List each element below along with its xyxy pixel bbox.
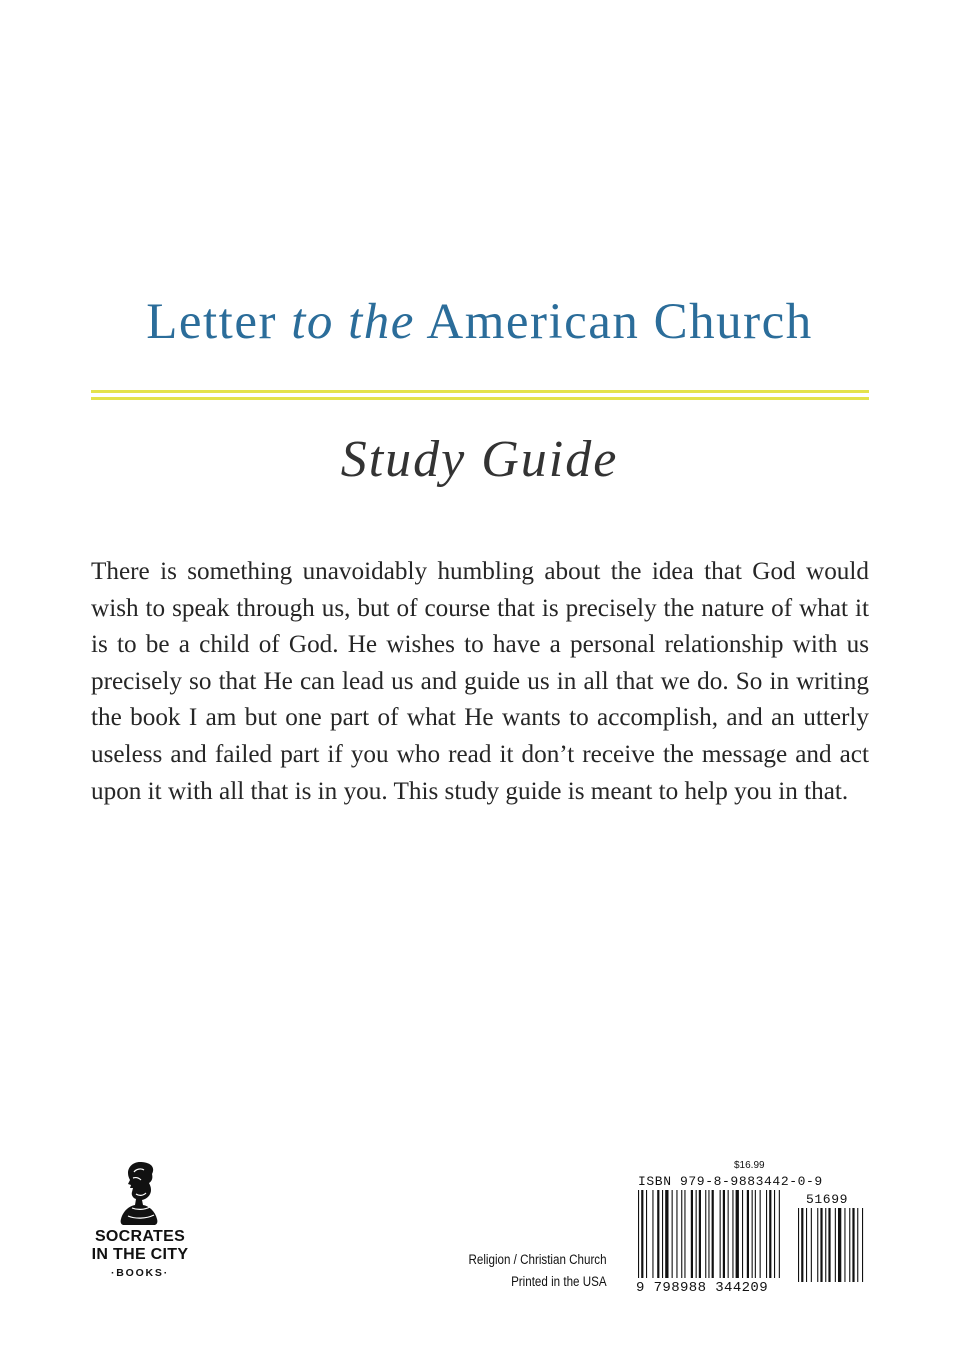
ean-number: 9 798988 344209 xyxy=(636,1280,769,1296)
barcode-bar xyxy=(662,1190,663,1278)
barcode-bar xyxy=(657,1190,659,1278)
addon-bar xyxy=(825,1208,826,1282)
publisher-logo xyxy=(78,1160,202,1279)
barcode-bar xyxy=(672,1190,673,1278)
barcode-bar xyxy=(691,1190,693,1278)
barcode-bar xyxy=(681,1190,682,1278)
barcode-bar xyxy=(755,1190,756,1278)
addon-bar xyxy=(806,1208,807,1282)
book-title xyxy=(0,293,959,351)
barcode-bar xyxy=(684,1190,685,1278)
philosopher-bust-icon xyxy=(116,1160,164,1228)
addon-bar xyxy=(835,1208,836,1282)
addon-bar xyxy=(857,1208,858,1282)
barcode-bar xyxy=(705,1190,706,1278)
barcode-bar xyxy=(760,1190,761,1278)
isbn-barcode xyxy=(634,1160,866,1302)
barcode-bar xyxy=(676,1190,677,1278)
barcode-bar xyxy=(720,1190,721,1278)
addon-bar xyxy=(852,1208,854,1282)
barcode-bar xyxy=(696,1190,697,1278)
barcode-bar xyxy=(699,1190,701,1278)
book-metadata xyxy=(469,1249,607,1293)
addon-bar xyxy=(820,1208,822,1282)
addon-bar xyxy=(817,1208,818,1282)
book-subtitle: Study Guide xyxy=(340,431,619,488)
printed-label: Printed in the USA xyxy=(511,1274,607,1289)
barcode-bars xyxy=(634,1190,866,1282)
category-label: Religion / Christian Church xyxy=(468,1252,607,1267)
addon-bar xyxy=(811,1208,812,1282)
barcode-bar xyxy=(779,1190,780,1278)
title-part-2: to the xyxy=(291,294,415,350)
barcode-bar xyxy=(774,1190,775,1278)
barcode-bar xyxy=(723,1190,725,1278)
addon-bar xyxy=(801,1208,803,1282)
barcode-bar xyxy=(652,1190,653,1278)
addon-number: 51699 xyxy=(806,1192,849,1207)
addon-bar xyxy=(838,1208,841,1282)
barcode-bar xyxy=(736,1190,739,1278)
barcode-bar xyxy=(646,1190,647,1278)
barcode-bar xyxy=(712,1190,714,1278)
addon-bar xyxy=(849,1208,850,1282)
title-part-3: American Church xyxy=(414,294,813,350)
publisher-name-line2: IN THE CITY xyxy=(91,1246,189,1263)
addon-bar xyxy=(844,1208,845,1282)
barcode-bar xyxy=(732,1190,733,1278)
publisher-name-line3: ·BOOKS· xyxy=(110,1267,170,1279)
barcode-bar xyxy=(665,1190,668,1278)
addon-bar xyxy=(828,1208,830,1282)
barcode-bar xyxy=(752,1190,753,1278)
back-cover-blurb: There is something unavoidably humbling about the idea that God would wish to speak through us, but of course that is precisely the nature of what it is to be a child of God. He wishes to have a personal relationship with us precisely so that He can lead us and guide us in all that we do. So in writing the book I am but one part of what He wants to accomplish, and an utterly useless and failed part if you who read it don’t receive the message and act upon it with all that is in you. This study guide is meant to help you in that. xyxy=(91,558,869,805)
barcode-bar xyxy=(638,1190,639,1278)
barcode-bar xyxy=(728,1190,729,1278)
barcode-bar xyxy=(769,1190,771,1278)
price-label: $16.99 xyxy=(734,1160,765,1171)
barcode-bar xyxy=(641,1190,643,1278)
addon-bar xyxy=(862,1208,863,1282)
barcode-bar xyxy=(766,1190,767,1278)
isbn-label: ISBN 979-8-9883442-0-9 xyxy=(638,1174,823,1189)
barcode-bar xyxy=(708,1190,709,1278)
title-rule-bottom xyxy=(91,397,869,400)
addon-bars xyxy=(798,1208,863,1282)
title-rule-top xyxy=(91,390,869,393)
barcode-bar xyxy=(742,1190,743,1278)
barcode-bar xyxy=(747,1190,749,1278)
publisher-name-line1: SOCRATES xyxy=(94,1228,186,1245)
addon-bar xyxy=(798,1208,799,1282)
ean-bars xyxy=(638,1190,780,1278)
title-part-1: Letter xyxy=(146,294,292,350)
